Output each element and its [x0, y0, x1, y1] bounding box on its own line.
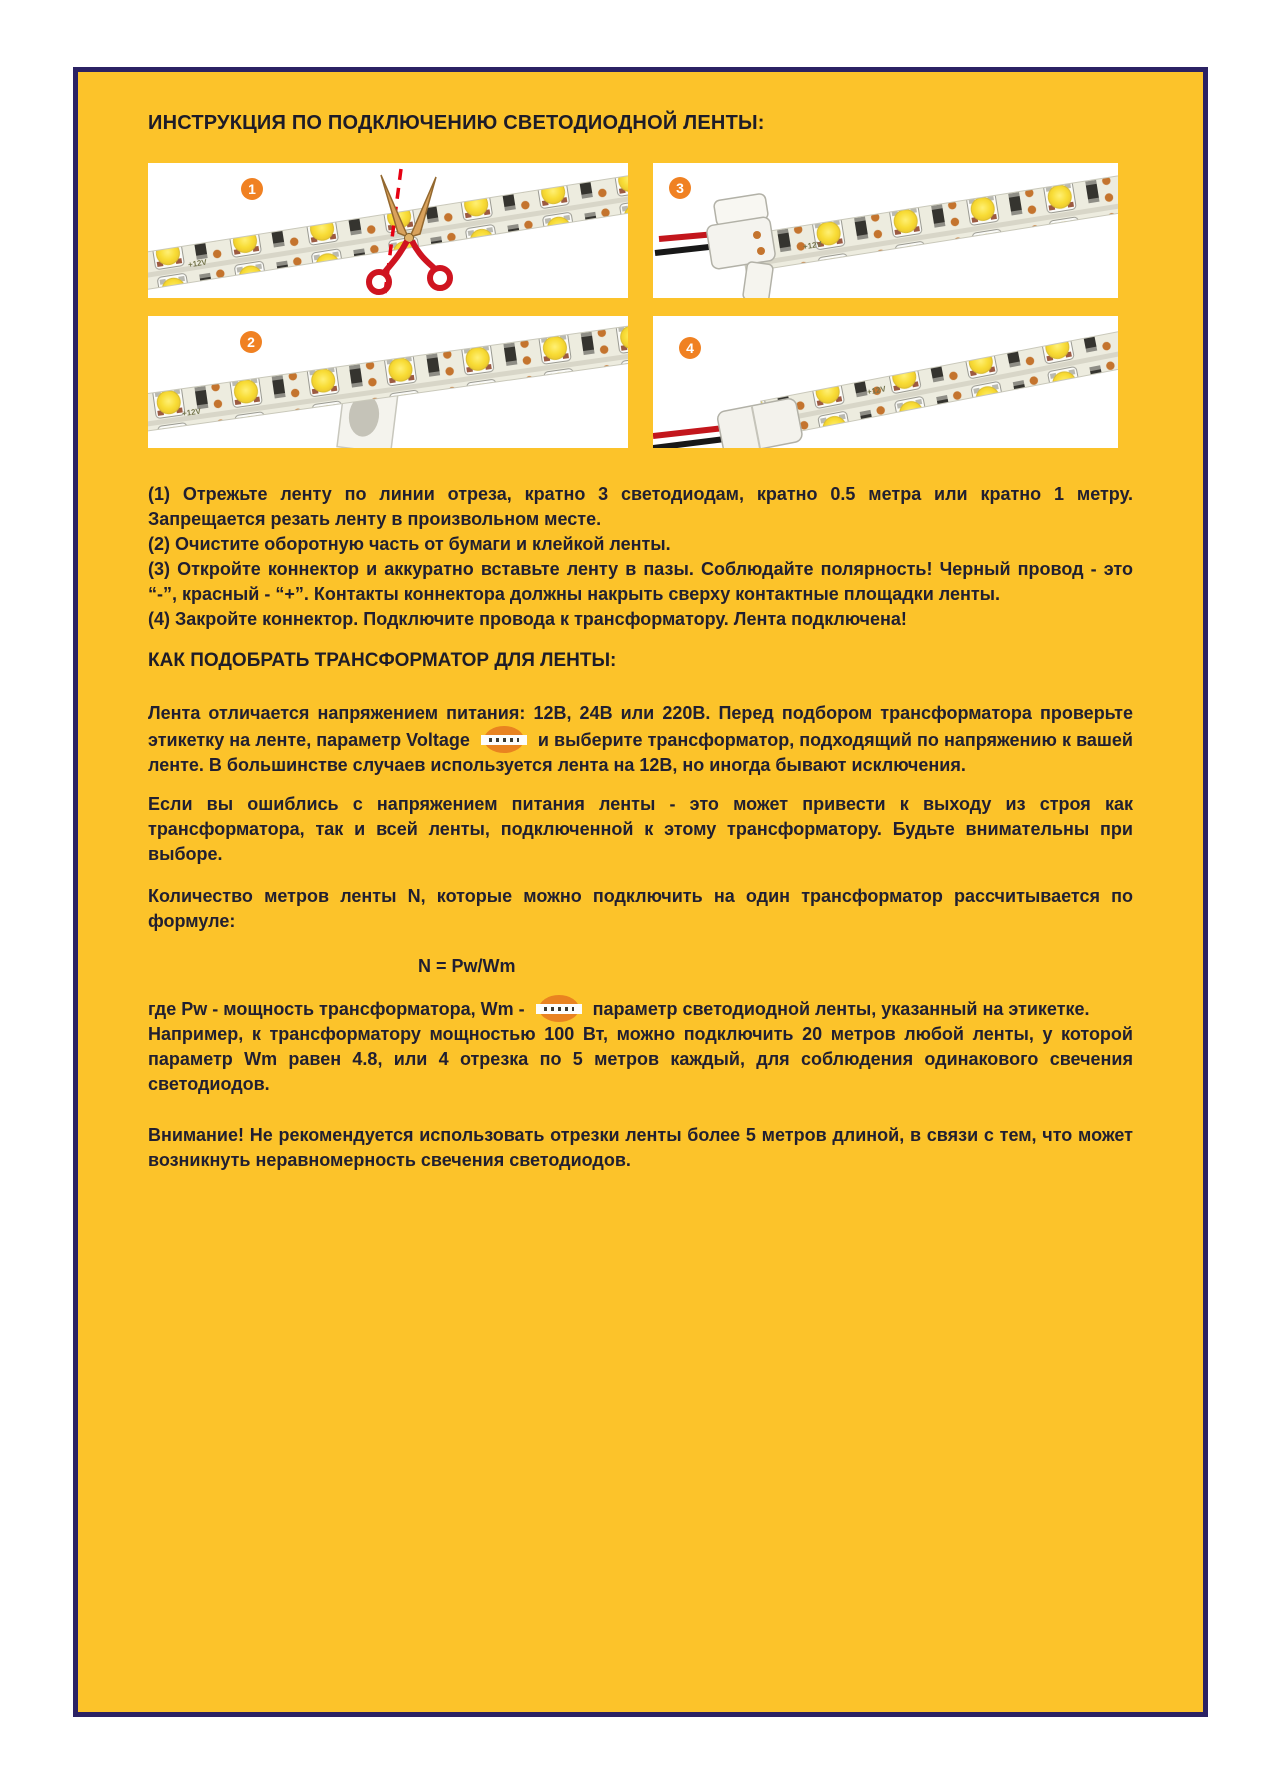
strip-label-icon [484, 726, 524, 753]
photo-step-2-peel-backing [148, 316, 628, 448]
led-strip-connector-open-art [653, 163, 1118, 298]
led-strip [761, 319, 1118, 437]
warning-paragraph: Внимание! Не рекомендуется использовать отрезки ленты более 5 метров длиной, в связи с тем, что может возникнуть неравномерность свечения светодиодов. [148, 1125, 1133, 1170]
voltage-paragraph-before: Лента отличается напряжением питания: 12В, 24В или 220В. Перед подбором трансформатора проверьте этикетку на ленте, параметр Voltage [148, 703, 1133, 750]
photo-step-3-open-connector [653, 163, 1118, 298]
photos-row-2 [148, 316, 1133, 448]
yellow-panel [73, 67, 1208, 1717]
connector-closed [716, 397, 803, 448]
step-badge: 4 [679, 337, 701, 359]
formula-explanation-after: параметр светодиодной ленты, указанный на этикетке. [592, 999, 1090, 1019]
voltage-paragraph [148, 701, 1133, 778]
led-strip-backing-art [148, 316, 628, 448]
wrong-voltage-paragraph: Если вы ошиблись с напряжением питания ленты - это может привести к выходу из строя как трансформатора, так и всей ленты, подключенной к этому трансформатору. Будьте внимательны при выборе. [148, 794, 1133, 864]
strip-label-icon [539, 995, 579, 1022]
led-strip-connector-closed-art [653, 316, 1118, 448]
strip-voltage-marking: +12V [866, 384, 887, 397]
strip-voltage-marking: +12V [802, 239, 823, 252]
formula-explanation-paragraph [148, 995, 1133, 1022]
step-badge: 3 [669, 177, 691, 199]
connector-open [706, 193, 776, 298]
strip-voltage-marking: +12V [187, 257, 208, 270]
led-strip-cut-art [148, 163, 628, 298]
body-text [148, 482, 1133, 1173]
formula-explanation-before: где Pw - мощность трансформатора, Wm - [148, 999, 525, 1019]
step-badge: 2 [240, 331, 262, 353]
panel-content [78, 72, 1203, 1173]
instruction-step-4: (4) Закройте коннектор. Подключите провода к трансформатору. Лента подключена! [148, 609, 907, 629]
formula: N = Pw/Wm [418, 956, 516, 976]
section-heading: КАК ПОДОБРАТЬ ТРАНСФОРМАТОР ДЛЯ ЛЕНТЫ: [148, 650, 617, 671]
instruction-step-3: (3) Откройте коннектор и аккуратно вставьте ленту в пазы. Соблюдайте полярность! Черный провод - это “-”, красный - “+”. Контакты коннектора должны накрыть сверху контактные площадки ленты. [148, 559, 1133, 604]
photo-step-1-cut-strip [148, 163, 628, 298]
step-photos-grid [148, 163, 1133, 448]
connection-instructions [148, 482, 1133, 632]
instruction-step-1: (1) Отрежьте ленту по линии отреза, кратно 3 светодиодам, кратно 0.5 метра или кратно 1 метру. Запрещается резать ленту в произвольном месте. [148, 484, 1133, 529]
strip-voltage-marking: +12V [181, 406, 202, 419]
page-title: ИНСТРУКЦИЯ ПО ПОДКЛЮЧЕНИЮ СВЕТОДИОДНОЙ ЛЕНТЫ: [148, 112, 765, 134]
led-strip [740, 167, 1118, 272]
meters-count-paragraph: Количество метров ленты N, которые можно подключить на один трансформатор рассчитывается по формуле: [148, 886, 1133, 931]
photo-step-4-closed-connector [653, 316, 1118, 448]
instruction-step-2: (2) Очистите оборотную часть от бумаги и клейкой ленты. [148, 534, 671, 554]
step-badge: 1 [241, 178, 263, 200]
example-paragraph: Например, к трансформатору мощностью 100 Вт, можно подключить 20 метров любой ленты, у которой параметр Wm равен 4.8, или 4 отрезка по 5 метров каждый, для соблюдения одинакового свечения светодиодов. [148, 1024, 1133, 1094]
photos-row-1 [148, 163, 1133, 298]
voltage-paragraph-after: и выберите трансформатор, подходящий по напряжению к вашей ленте. В большинстве случаев используется лента на 12В, но иногда бывают исключения. [148, 730, 1133, 775]
